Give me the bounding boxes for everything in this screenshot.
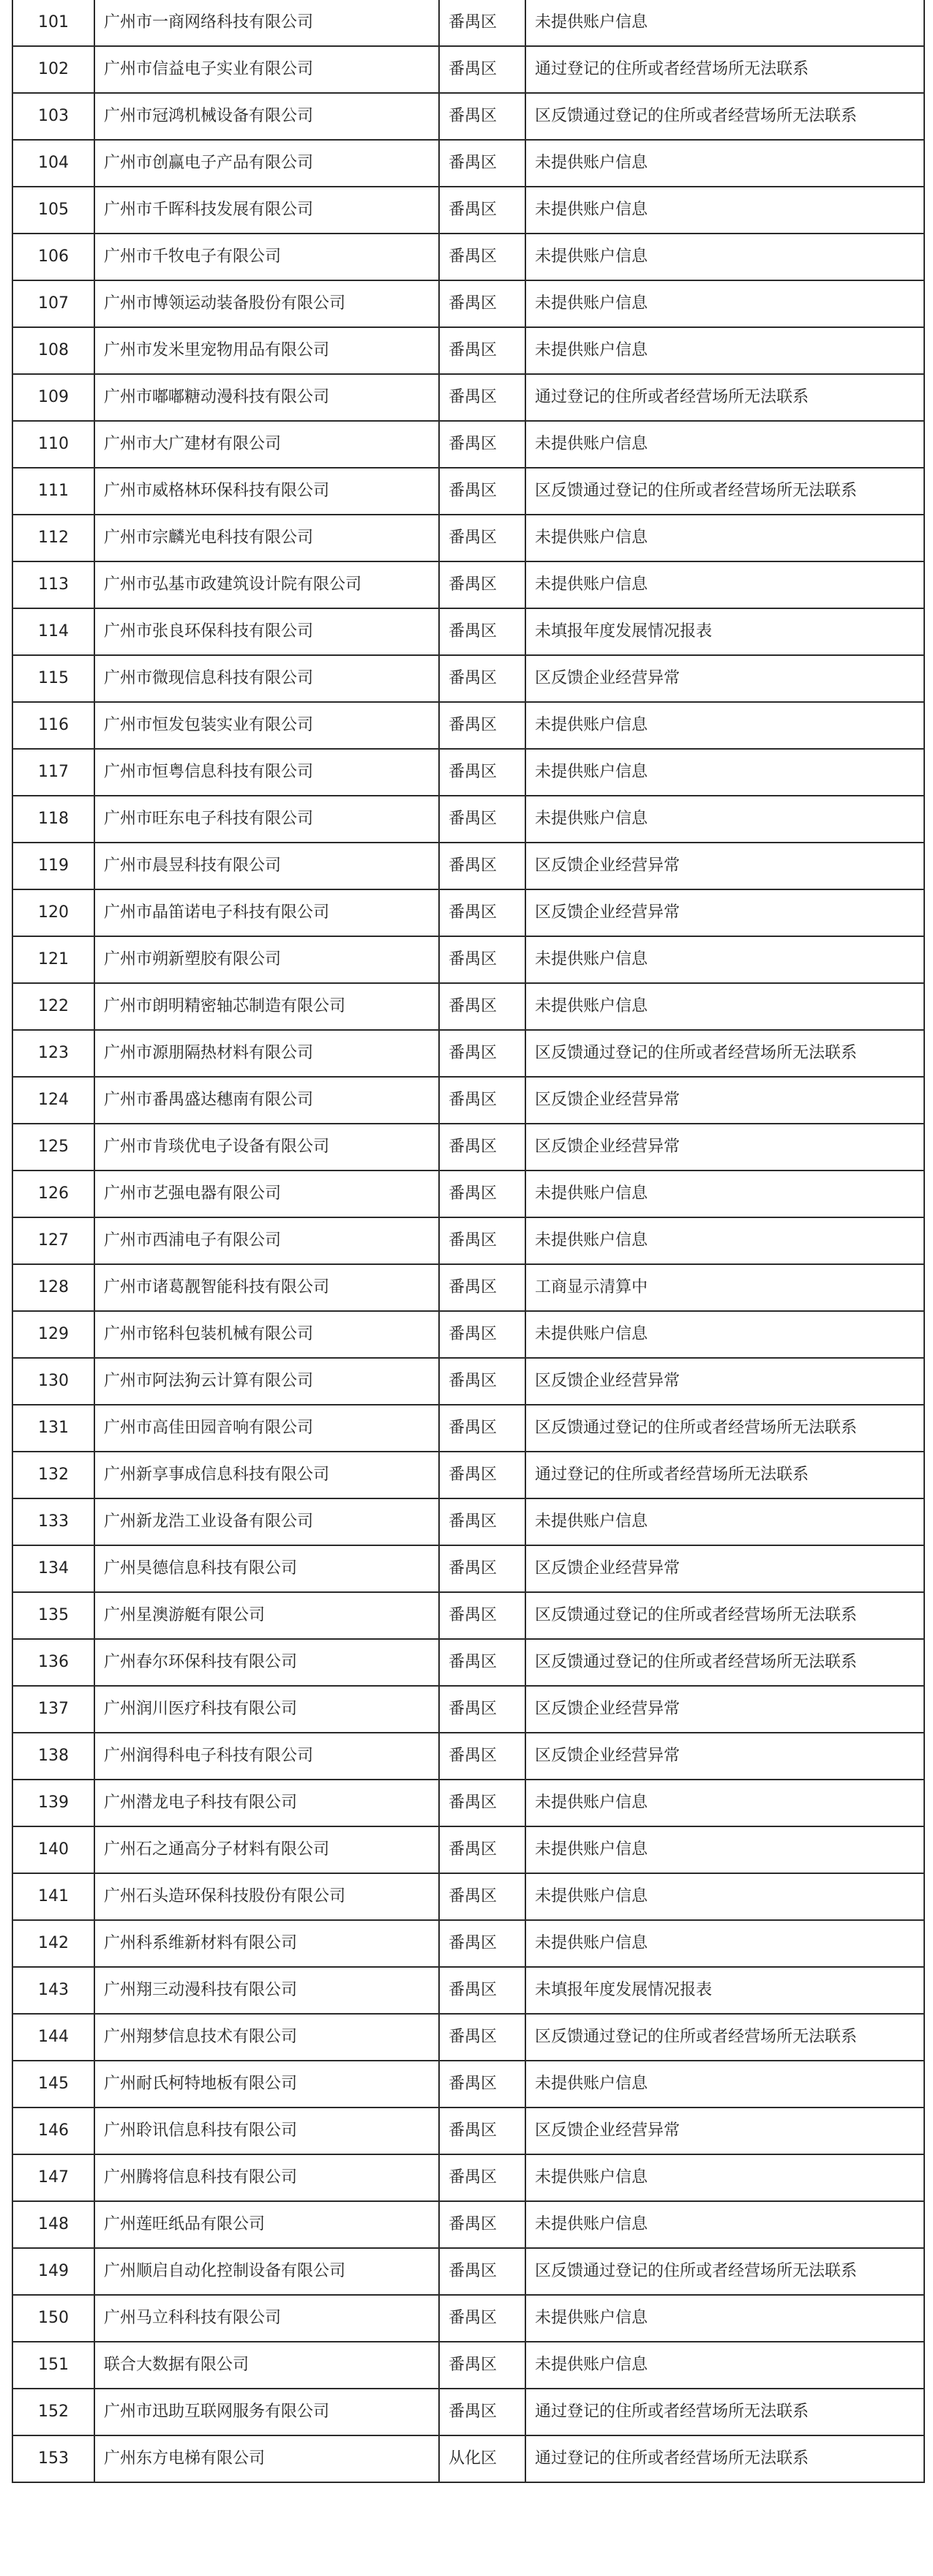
row-number: 143 bbox=[12, 1967, 94, 2014]
district: 番禺区 bbox=[439, 749, 525, 796]
district: 番禺区 bbox=[439, 2342, 525, 2389]
table-row bbox=[12, 515, 924, 561]
district: 番禺区 bbox=[439, 1873, 525, 1920]
district: 番禺区 bbox=[439, 1171, 525, 1217]
row-number: 111 bbox=[12, 468, 94, 515]
table-row bbox=[12, 936, 924, 983]
table-row bbox=[12, 1639, 924, 1686]
row-number: 131 bbox=[12, 1405, 94, 1452]
row-number: 124 bbox=[12, 1077, 94, 1124]
company-name: 广州翔三动漫科技有限公司 bbox=[94, 1967, 439, 2014]
reason: 未提供账户信息 bbox=[525, 561, 924, 608]
reason: 未提供账户信息 bbox=[525, 796, 924, 843]
row-number: 117 bbox=[12, 749, 94, 796]
reason: 未提供账户信息 bbox=[525, 1498, 924, 1545]
reason: 未提供账户信息 bbox=[525, 2295, 924, 2342]
reason: 区反馈企业经营异常 bbox=[525, 2108, 924, 2154]
company-name: 广州市晶笛诺电子科技有限公司 bbox=[94, 889, 439, 936]
row-number: 144 bbox=[12, 2014, 94, 2061]
company-name: 广州石之通高分子材料有限公司 bbox=[94, 1826, 439, 1873]
district: 番禺区 bbox=[439, 702, 525, 749]
table-row bbox=[12, 2295, 924, 2342]
company-name: 广州市威格林环保科技有限公司 bbox=[94, 468, 439, 515]
table-row bbox=[12, 2014, 924, 2061]
row-number: 146 bbox=[12, 2108, 94, 2154]
table-row bbox=[12, 702, 924, 749]
row-number: 105 bbox=[12, 187, 94, 234]
table-row bbox=[12, 796, 924, 843]
reason: 未填报年度发展情况报表 bbox=[525, 608, 924, 655]
row-number: 107 bbox=[12, 280, 94, 327]
reason: 区反馈企业经营异常 bbox=[525, 1545, 924, 1592]
reason: 区反馈企业经营异常 bbox=[525, 1686, 924, 1733]
district: 番禺区 bbox=[439, 1077, 525, 1124]
row-number: 152 bbox=[12, 2389, 94, 2435]
district: 从化区 bbox=[439, 2435, 525, 2482]
district: 番禺区 bbox=[439, 889, 525, 936]
district: 番禺区 bbox=[439, 796, 525, 843]
table-body bbox=[12, 0, 924, 2482]
table-row bbox=[12, 889, 924, 936]
table-row bbox=[12, 1217, 924, 1264]
reason: 未提供账户信息 bbox=[525, 2154, 924, 2201]
reason: 未提供账户信息 bbox=[525, 2061, 924, 2108]
company-name: 广州市西浦电子有限公司 bbox=[94, 1217, 439, 1264]
district: 番禺区 bbox=[439, 1780, 525, 1826]
table-row bbox=[12, 2248, 924, 2295]
table-row bbox=[12, 608, 924, 655]
reason: 通过登记的住所或者经营场所无法联系 bbox=[525, 2389, 924, 2435]
reason: 区反馈企业经营异常 bbox=[525, 655, 924, 702]
district: 番禺区 bbox=[439, 421, 525, 468]
row-number: 123 bbox=[12, 1030, 94, 1077]
reason: 区反馈通过登记的住所或者经营场所无法联系 bbox=[525, 1592, 924, 1639]
district: 番禺区 bbox=[439, 561, 525, 608]
company-name: 广州市阿法狗云计算有限公司 bbox=[94, 1358, 439, 1405]
row-number: 137 bbox=[12, 1686, 94, 1733]
row-number: 122 bbox=[12, 983, 94, 1030]
row-number: 129 bbox=[12, 1311, 94, 1358]
reason: 未提供账户信息 bbox=[525, 0, 924, 46]
table-row bbox=[12, 1592, 924, 1639]
reason: 区反馈通过登记的住所或者经营场所无法联系 bbox=[525, 1639, 924, 1686]
district: 番禺区 bbox=[439, 46, 525, 93]
reason: 未提供账户信息 bbox=[525, 1311, 924, 1358]
district: 番禺区 bbox=[439, 140, 525, 187]
table-row bbox=[12, 234, 924, 280]
company-name: 广州春尔环保科技有限公司 bbox=[94, 1639, 439, 1686]
row-number: 140 bbox=[12, 1826, 94, 1873]
table-row bbox=[12, 1405, 924, 1452]
company-name: 广州市张良环保科技有限公司 bbox=[94, 608, 439, 655]
district: 番禺区 bbox=[439, 1452, 525, 1498]
table-row bbox=[12, 327, 924, 374]
company-name: 广州市艺强电器有限公司 bbox=[94, 1171, 439, 1217]
table-row bbox=[12, 749, 924, 796]
district: 番禺区 bbox=[439, 1545, 525, 1592]
district: 番禺区 bbox=[439, 1826, 525, 1873]
company-list-table-container bbox=[12, 0, 923, 2483]
company-name: 广州市微现信息科技有限公司 bbox=[94, 655, 439, 702]
district: 番禺区 bbox=[439, 1733, 525, 1780]
table-row bbox=[12, 280, 924, 327]
district: 番禺区 bbox=[439, 2014, 525, 2061]
table-row bbox=[12, 1077, 924, 1124]
table-row bbox=[12, 2108, 924, 2154]
district: 番禺区 bbox=[439, 327, 525, 374]
reason: 未提供账户信息 bbox=[525, 140, 924, 187]
table-row bbox=[12, 2061, 924, 2108]
district: 番禺区 bbox=[439, 2389, 525, 2435]
company-name: 广州耐氏柯特地板有限公司 bbox=[94, 2061, 439, 2108]
reason: 区反馈企业经营异常 bbox=[525, 1733, 924, 1780]
company-name: 广州市恒粤信息科技有限公司 bbox=[94, 749, 439, 796]
reason: 区反馈企业经营异常 bbox=[525, 1077, 924, 1124]
row-number: 149 bbox=[12, 2248, 94, 2295]
reason: 未提供账户信息 bbox=[525, 280, 924, 327]
reason: 未提供账户信息 bbox=[525, 327, 924, 374]
row-number: 121 bbox=[12, 936, 94, 983]
table-row bbox=[12, 2435, 924, 2482]
reason: 区反馈企业经营异常 bbox=[525, 843, 924, 889]
row-number: 118 bbox=[12, 796, 94, 843]
district: 番禺区 bbox=[439, 187, 525, 234]
district: 番禺区 bbox=[439, 1592, 525, 1639]
reason: 未提供账户信息 bbox=[525, 2342, 924, 2389]
district: 番禺区 bbox=[439, 2061, 525, 2108]
reason: 区反馈通过登记的住所或者经营场所无法联系 bbox=[525, 1030, 924, 1077]
row-number: 125 bbox=[12, 1124, 94, 1171]
district: 番禺区 bbox=[439, 374, 525, 421]
district: 番禺区 bbox=[439, 1639, 525, 1686]
table-row bbox=[12, 421, 924, 468]
reason: 未提供账户信息 bbox=[525, 749, 924, 796]
district: 番禺区 bbox=[439, 608, 525, 655]
reason: 区反馈通过登记的住所或者经营场所无法联系 bbox=[525, 468, 924, 515]
company-name: 广州市发米里宠物用品有限公司 bbox=[94, 327, 439, 374]
row-number: 106 bbox=[12, 234, 94, 280]
district: 番禺区 bbox=[439, 1920, 525, 1967]
district: 番禺区 bbox=[439, 1124, 525, 1171]
row-number: 147 bbox=[12, 2154, 94, 2201]
row-number: 108 bbox=[12, 327, 94, 374]
table-row bbox=[12, 1358, 924, 1405]
reason: 区反馈通过登记的住所或者经营场所无法联系 bbox=[525, 2248, 924, 2295]
row-number: 114 bbox=[12, 608, 94, 655]
reason: 区反馈通过登记的住所或者经营场所无法联系 bbox=[525, 93, 924, 140]
table-row bbox=[12, 2342, 924, 2389]
district: 番禺区 bbox=[439, 1311, 525, 1358]
district: 番禺区 bbox=[439, 2154, 525, 2201]
row-number: 132 bbox=[12, 1452, 94, 1498]
row-number: 150 bbox=[12, 2295, 94, 2342]
reason: 未提供账户信息 bbox=[525, 1920, 924, 1967]
district: 番禺区 bbox=[439, 93, 525, 140]
table-row bbox=[12, 1920, 924, 1967]
reason: 工商显示清算中 bbox=[525, 1264, 924, 1311]
company-name: 广州市朔新塑胶有限公司 bbox=[94, 936, 439, 983]
table-row bbox=[12, 1264, 924, 1311]
row-number: 119 bbox=[12, 843, 94, 889]
reason: 未提供账户信息 bbox=[525, 936, 924, 983]
district: 番禺区 bbox=[439, 936, 525, 983]
company-name: 广州市肯琰优电子设备有限公司 bbox=[94, 1124, 439, 1171]
table-row bbox=[12, 468, 924, 515]
district: 番禺区 bbox=[439, 655, 525, 702]
table-row bbox=[12, 2201, 924, 2248]
reason: 未提供账户信息 bbox=[525, 1171, 924, 1217]
district: 番禺区 bbox=[439, 1217, 525, 1264]
row-number: 120 bbox=[12, 889, 94, 936]
row-number: 109 bbox=[12, 374, 94, 421]
row-number: 110 bbox=[12, 421, 94, 468]
company-name: 广州市嘟嘟糖动漫科技有限公司 bbox=[94, 374, 439, 421]
row-number: 142 bbox=[12, 1920, 94, 1967]
company-name: 广州市番禺盛达穗南有限公司 bbox=[94, 1077, 439, 1124]
district: 番禺区 bbox=[439, 983, 525, 1030]
reason: 未提供账户信息 bbox=[525, 1780, 924, 1826]
company-name: 广州新龙浩工业设备有限公司 bbox=[94, 1498, 439, 1545]
row-number: 102 bbox=[12, 46, 94, 93]
reason: 未填报年度发展情况报表 bbox=[525, 1967, 924, 2014]
district: 番禺区 bbox=[439, 2295, 525, 2342]
row-number: 126 bbox=[12, 1171, 94, 1217]
row-number: 103 bbox=[12, 93, 94, 140]
reason: 未提供账户信息 bbox=[525, 1826, 924, 1873]
company-name: 广州市一商网络科技有限公司 bbox=[94, 0, 439, 46]
district: 番禺区 bbox=[439, 234, 525, 280]
company-name: 广州市晨昱科技有限公司 bbox=[94, 843, 439, 889]
table-row bbox=[12, 1124, 924, 1171]
company-name: 广州市朗明精密轴芯制造有限公司 bbox=[94, 983, 439, 1030]
row-number: 148 bbox=[12, 2201, 94, 2248]
company-name: 广州石头造环保科技股份有限公司 bbox=[94, 1873, 439, 1920]
company-name: 广州莲旺纸品有限公司 bbox=[94, 2201, 439, 2248]
reason: 未提供账户信息 bbox=[525, 515, 924, 561]
table-row bbox=[12, 1311, 924, 1358]
district: 番禺区 bbox=[439, 0, 525, 46]
company-name: 广州科系维新材料有限公司 bbox=[94, 1920, 439, 1967]
company-name: 广州市冠鸿机械设备有限公司 bbox=[94, 93, 439, 140]
table-row bbox=[12, 1826, 924, 1873]
company-name: 广州市博领运动装备股份有限公司 bbox=[94, 280, 439, 327]
reason: 区反馈企业经营异常 bbox=[525, 1124, 924, 1171]
company-name: 广州市铭科包装机械有限公司 bbox=[94, 1311, 439, 1358]
company-name: 广州市源朋隔热材料有限公司 bbox=[94, 1030, 439, 1077]
company-name: 广州潜龙电子科技有限公司 bbox=[94, 1780, 439, 1826]
district: 番禺区 bbox=[439, 468, 525, 515]
company-name: 广州市弘基市政建筑设计院有限公司 bbox=[94, 561, 439, 608]
table-row bbox=[12, 1498, 924, 1545]
table-row bbox=[12, 93, 924, 140]
district: 番禺区 bbox=[439, 1405, 525, 1452]
row-number: 141 bbox=[12, 1873, 94, 1920]
table-row bbox=[12, 2154, 924, 2201]
table-row bbox=[12, 1686, 924, 1733]
district: 番禺区 bbox=[439, 1686, 525, 1733]
table-row bbox=[12, 374, 924, 421]
table-row bbox=[12, 561, 924, 608]
reason: 通过登记的住所或者经营场所无法联系 bbox=[525, 374, 924, 421]
company-name: 广州市诸葛靓智能科技有限公司 bbox=[94, 1264, 439, 1311]
district: 番禺区 bbox=[439, 515, 525, 561]
company-name: 广州顺启自动化控制设备有限公司 bbox=[94, 2248, 439, 2295]
company-name: 广州市千牧电子有限公司 bbox=[94, 234, 439, 280]
row-number: 145 bbox=[12, 2061, 94, 2108]
reason: 通过登记的住所或者经营场所无法联系 bbox=[525, 1452, 924, 1498]
company-name: 广州翔梦信息技术有限公司 bbox=[94, 2014, 439, 2061]
district: 番禺区 bbox=[439, 2248, 525, 2295]
row-number: 134 bbox=[12, 1545, 94, 1592]
table-row bbox=[12, 1171, 924, 1217]
table-row bbox=[12, 843, 924, 889]
company-name: 广州市恒发包装实业有限公司 bbox=[94, 702, 439, 749]
district: 番禺区 bbox=[439, 2108, 525, 2154]
company-name: 广州东方电梯有限公司 bbox=[94, 2435, 439, 2482]
company-name: 广州新享事成信息科技有限公司 bbox=[94, 1452, 439, 1498]
district: 番禺区 bbox=[439, 1498, 525, 1545]
row-number: 153 bbox=[12, 2435, 94, 2482]
reason: 未提供账户信息 bbox=[525, 234, 924, 280]
company-name: 广州润得科电子科技有限公司 bbox=[94, 1733, 439, 1780]
reason: 未提供账户信息 bbox=[525, 1873, 924, 1920]
company-name: 广州市大广建材有限公司 bbox=[94, 421, 439, 468]
table-row bbox=[12, 187, 924, 234]
table-row bbox=[12, 1780, 924, 1826]
table-row bbox=[12, 1545, 924, 1592]
table-row bbox=[12, 1733, 924, 1780]
reason: 未提供账户信息 bbox=[525, 2201, 924, 2248]
company-name: 广州市信益电子实业有限公司 bbox=[94, 46, 439, 93]
table-row bbox=[12, 0, 924, 46]
company-name: 广州市千晖科技发展有限公司 bbox=[94, 187, 439, 234]
row-number: 135 bbox=[12, 1592, 94, 1639]
row-number: 115 bbox=[12, 655, 94, 702]
row-number: 128 bbox=[12, 1264, 94, 1311]
row-number: 130 bbox=[12, 1358, 94, 1405]
company-name: 联合大数据有限公司 bbox=[94, 2342, 439, 2389]
row-number: 113 bbox=[12, 561, 94, 608]
table-row bbox=[12, 655, 924, 702]
district: 番禺区 bbox=[439, 280, 525, 327]
table-row bbox=[12, 1967, 924, 2014]
district: 番禺区 bbox=[439, 1967, 525, 2014]
table-row bbox=[12, 1452, 924, 1498]
table-row bbox=[12, 140, 924, 187]
company-name: 广州昊德信息科技有限公司 bbox=[94, 1545, 439, 1592]
company-name: 广州聆讯信息科技有限公司 bbox=[94, 2108, 439, 2154]
row-number: 136 bbox=[12, 1639, 94, 1686]
table-row bbox=[12, 46, 924, 93]
reason: 区反馈通过登记的住所或者经营场所无法联系 bbox=[525, 2014, 924, 2061]
company-name: 广州市旺东电子科技有限公司 bbox=[94, 796, 439, 843]
district: 番禺区 bbox=[439, 1358, 525, 1405]
table-row bbox=[12, 2389, 924, 2435]
reason: 未提供账户信息 bbox=[525, 187, 924, 234]
row-number: 112 bbox=[12, 515, 94, 561]
table-row bbox=[12, 1030, 924, 1077]
district: 番禺区 bbox=[439, 843, 525, 889]
company-list-table bbox=[12, 0, 925, 2483]
company-name: 广州市宗麟光电科技有限公司 bbox=[94, 515, 439, 561]
company-name: 广州马立科科技有限公司 bbox=[94, 2295, 439, 2342]
company-name: 广州星澳游艇有限公司 bbox=[94, 1592, 439, 1639]
reason: 未提供账户信息 bbox=[525, 1217, 924, 1264]
company-name: 广州腾将信息科技有限公司 bbox=[94, 2154, 439, 2201]
row-number: 151 bbox=[12, 2342, 94, 2389]
reason: 未提供账户信息 bbox=[525, 421, 924, 468]
district: 番禺区 bbox=[439, 1264, 525, 1311]
row-number: 139 bbox=[12, 1780, 94, 1826]
company-name: 广州市高佳田园音响有限公司 bbox=[94, 1405, 439, 1452]
reason: 未提供账户信息 bbox=[525, 983, 924, 1030]
company-name: 广州市迅助互联网服务有限公司 bbox=[94, 2389, 439, 2435]
reason: 区反馈通过登记的住所或者经营场所无法联系 bbox=[525, 1405, 924, 1452]
row-number: 101 bbox=[12, 0, 94, 46]
company-name: 广州润川医疗科技有限公司 bbox=[94, 1686, 439, 1733]
table-row bbox=[12, 1873, 924, 1920]
row-number: 104 bbox=[12, 140, 94, 187]
row-number: 133 bbox=[12, 1498, 94, 1545]
district: 番禺区 bbox=[439, 1030, 525, 1077]
company-name: 广州市创赢电子产品有限公司 bbox=[94, 140, 439, 187]
district: 番禺区 bbox=[439, 2201, 525, 2248]
reason: 区反馈企业经营异常 bbox=[525, 1358, 924, 1405]
table-row bbox=[12, 983, 924, 1030]
reason: 区反馈企业经营异常 bbox=[525, 889, 924, 936]
row-number: 138 bbox=[12, 1733, 94, 1780]
reason: 通过登记的住所或者经营场所无法联系 bbox=[525, 2435, 924, 2482]
row-number: 116 bbox=[12, 702, 94, 749]
reason: 通过登记的住所或者经营场所无法联系 bbox=[525, 46, 924, 93]
reason: 未提供账户信息 bbox=[525, 702, 924, 749]
row-number: 127 bbox=[12, 1217, 94, 1264]
